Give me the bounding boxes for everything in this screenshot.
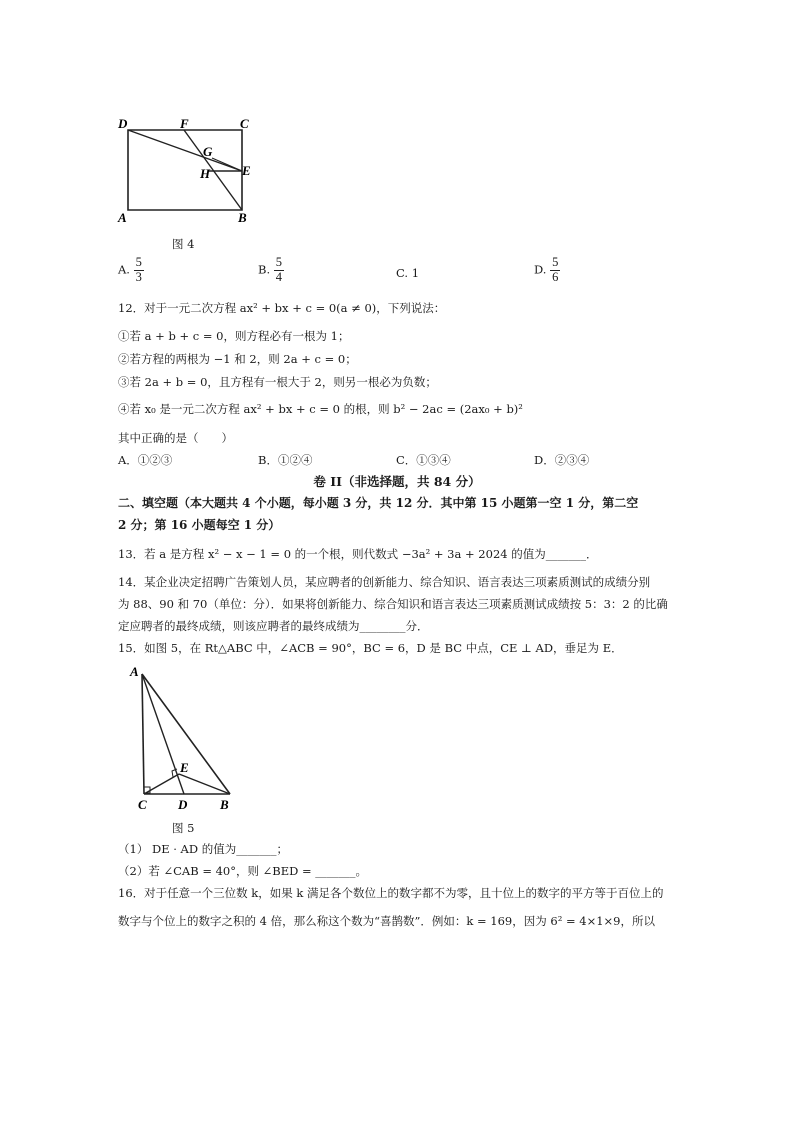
label-e: E: [180, 760, 189, 775]
segment-ac: [142, 674, 144, 794]
label-d: D: [178, 797, 188, 812]
q12-option-d: D．②③④: [534, 453, 590, 467]
segment-ce: [144, 774, 179, 794]
q11-option-b: B. $\frac{5}{4}$: [258, 255, 283, 284]
q16-line1: 16．对于任意一个三位数 k，如果 k 满足各个数位上的数字都不为零，且十位上的数字的平方等于百位上的: [118, 886, 664, 900]
q12-statement-1: ①若 a + b + c = 0，则方程必有一根为 1；: [118, 329, 350, 343]
segment-fb: [184, 130, 242, 210]
segment-ad: [142, 674, 184, 794]
figure-5-diagram: [122, 662, 242, 814]
label-a: A: [130, 664, 139, 679]
q11-option-c: C. 1: [396, 266, 420, 280]
q15-text: 15．如图 5，在 Rt△ABC 中，∠ACB = 90°，BC = 6，D 是 BC 中点，CE ⊥ AD，垂足为 E．: [118, 641, 623, 655]
q11-option-a: A. $\frac{5}{3}$: [118, 255, 142, 284]
q12-question: 其中正确的是（ ）: [118, 431, 233, 445]
rectangle-abcd: [128, 130, 242, 210]
q14-line3: 定应聘者的最终成绩，则该应聘者的最终成绩为________分．: [118, 619, 429, 633]
label-c: C: [240, 116, 249, 131]
label-h: H: [200, 166, 211, 181]
q14-line2: 为 88、90 和 70（单位：分）．如果将创新能力、综合知识和语言表达三项素质测试成绩按 5：3：2 的比确: [118, 597, 668, 611]
figure-4-diagram: [112, 114, 272, 226]
label-a: A: [118, 210, 127, 225]
q14-line1: 14．某企业决定招聘广告策划人员，某应聘者的创新能力、综合知识、语言表达三项素质测试的成绩分别: [118, 575, 651, 589]
segment-de: [128, 130, 242, 171]
q13-text: 13．若 a 是方程 x² − x − 1 = 0 的一个根，则代数式 −3a² + 3a + 2024 的值为_______．: [118, 547, 598, 561]
q12-statement-3: ③若 2a + b = 0，且方程有一根大于 2，则另一根必为负数；: [118, 375, 437, 389]
q12-option-b: B．①②④: [258, 453, 313, 467]
label-b: B: [220, 797, 229, 812]
figure-5-caption: 图 5: [172, 821, 195, 835]
q15-part-2: （2）若 ∠CAB = 40°，则 ∠BED = _______。: [118, 864, 368, 878]
fill-blank-heading-line2: 2 分；第 16 小题每空 1 分）: [118, 518, 281, 532]
section-2-title: 卷 II（非选择题，共 84 分）: [313, 474, 481, 489]
q12-option-a: A．①②③: [118, 453, 173, 467]
q12-stem: 12．对于一元二次方程 ax² + bx + c = 0(a ≠ 0)，下列说法：: [118, 301, 446, 315]
fill-blank-heading-line1: 二、填空题（本大题共 4 个小题，每小题 3 分，共 12 分．其中第 15 小题第一空 1 分，第二空: [118, 496, 639, 510]
label-d: D: [118, 116, 128, 131]
q12-statement-2: ②若方程的两根为 −1 和 2，则 2a + c = 0；: [118, 352, 357, 366]
q15-part-1: （1） DE · AD 的值为_______；: [118, 842, 288, 856]
label-c: C: [138, 797, 147, 812]
q12-statement-4: ④若 x₀ 是一元二次方程 ax² + bx + c = 0 的根，则 b² − 2ac = (2ax₀ + b)²: [118, 402, 523, 416]
label-g: G: [203, 144, 213, 159]
segment-ge: [212, 158, 242, 171]
q11-option-d: D. $\frac{5}{6}$: [534, 255, 559, 284]
label-e: E: [242, 163, 251, 178]
figure-4-caption: 图 4: [172, 237, 195, 251]
label-f: F: [180, 116, 189, 131]
label-b: B: [238, 210, 247, 225]
q12-option-c: C．①③④: [396, 453, 451, 467]
q16-line2: 数字与个位上的数字之积的 4 倍，那么称这个数为“喜鹊数”．例如：k = 169，因为 6² = 4×1×9，所以: [118, 914, 655, 928]
